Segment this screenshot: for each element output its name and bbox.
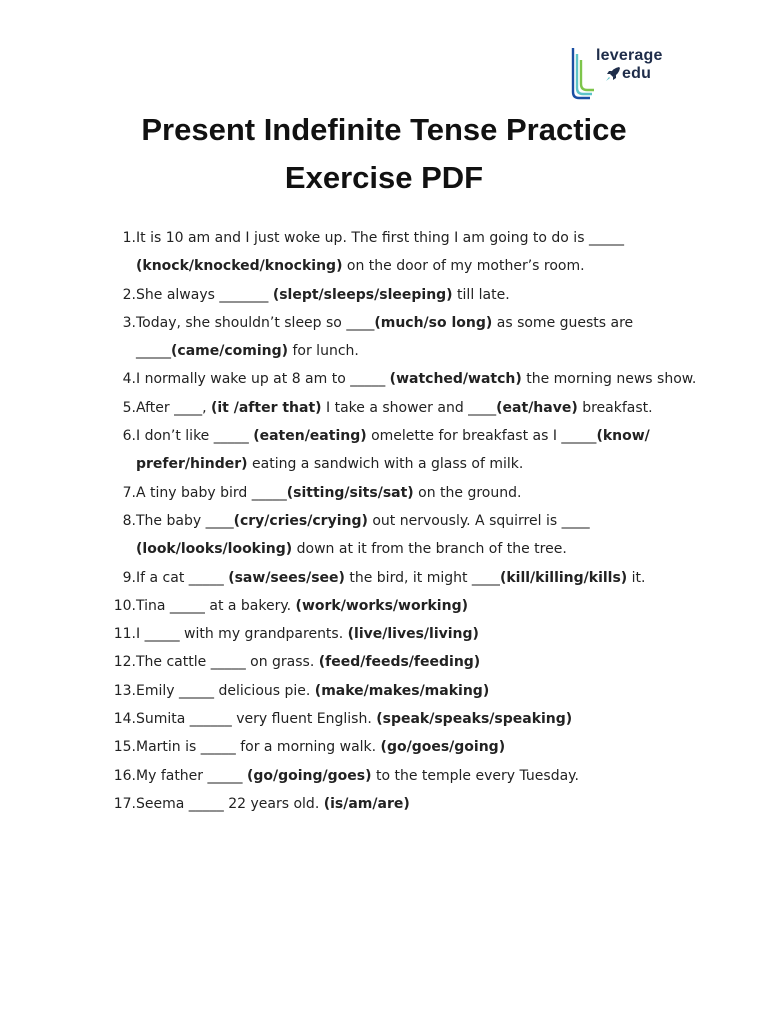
exercise-item	[102, 564, 722, 592]
exercise-number: 4.	[122, 371, 136, 388]
exercise-list	[102, 224, 722, 818]
exercise-text	[136, 648, 722, 676]
exercise-text	[136, 705, 722, 733]
exercise-text-segment: Today, she shouldn’t sleep so ____	[136, 314, 375, 331]
exercise-text	[136, 479, 722, 507]
answer-options: (go/goes/going)	[380, 739, 506, 756]
exercise-item	[102, 620, 722, 648]
exercise-text	[136, 564, 722, 592]
page-title-line2: Exercise PDF	[284, 160, 484, 195]
exercise-number: 15.	[113, 739, 136, 756]
answer-options: (watched/watch)	[389, 371, 522, 388]
answer-options: (eat/have)	[496, 399, 578, 416]
exercise-text	[136, 365, 722, 393]
answer-options: (is/am/are)	[323, 795, 410, 812]
exercise-number: 12.	[113, 654, 136, 671]
logo-mark-icon	[568, 44, 598, 104]
exercise-text-segment: breakfast.	[577, 399, 653, 416]
exercise-number: 8.	[122, 512, 136, 529]
answer-options: (cry/cries/crying)	[233, 512, 368, 529]
exercise-number: 13.	[113, 682, 136, 699]
exercise-text-segment: I don’t like _____	[136, 428, 254, 445]
exercise-item	[102, 592, 722, 620]
exercise-text-segment: eating a sandwich with a glass of milk.	[247, 456, 524, 473]
exercise-item	[102, 762, 722, 790]
page-title-line1: Present Indefinite Tense Practice	[141, 112, 627, 147]
exercise-text-segment: It is 10 am and I just woke up. The first thing I am going to do is _____	[136, 230, 624, 246]
exercise-text-segment: on the door of my mother’s room.	[342, 258, 585, 275]
answer-options: (kill/killing/kills)	[499, 569, 628, 586]
exercise-item	[102, 281, 722, 309]
exercise-text-segment: it.	[627, 569, 646, 586]
exercise-text-segment: to the temple every Tuesday.	[371, 767, 579, 784]
exercise-text-segment: Emily _____ delicious pie.	[136, 682, 315, 699]
exercise-item	[102, 422, 722, 479]
exercise-item	[102, 705, 722, 733]
exercise-text-segment: After ____,	[136, 399, 211, 416]
answer-options: (saw/sees/see)	[228, 569, 345, 586]
exercise-item	[102, 479, 722, 507]
exercise-item	[102, 677, 722, 705]
exercise-item	[102, 394, 722, 422]
answer-options: (speak/speaks/speaking)	[376, 711, 573, 728]
exercise-text-segment: I _____ with my grandparents.	[136, 626, 348, 643]
exercise-number: 6.	[122, 428, 136, 445]
leverage-edu-logo	[568, 44, 680, 104]
exercise-text	[136, 309, 722, 366]
exercise-text	[136, 733, 722, 761]
exercise-item	[102, 648, 722, 676]
exercise-text-segment: down at it from the branch of the tree.	[292, 541, 567, 558]
page-title	[0, 106, 768, 202]
exercise-number: 3.	[122, 314, 136, 331]
answer-options: (know/ prefer/hinder)	[136, 428, 650, 473]
exercise-item	[102, 790, 722, 818]
answer-options: (sitting/sits/sat)	[286, 484, 414, 501]
answer-options: (work/works/working)	[295, 597, 468, 614]
exercise-text-segment: till late.	[452, 286, 510, 303]
answer-options: (much/so long)	[374, 314, 493, 331]
exercise-item	[102, 733, 722, 761]
exercise-number: 17.	[113, 795, 136, 812]
exercise-number: 1.	[122, 230, 136, 246]
exercise-text-segment: I take a shower and ____	[321, 399, 497, 416]
exercise-text	[136, 790, 722, 818]
exercise-text-segment: I normally wake up at 8 am to _____	[136, 371, 390, 388]
answer-options: (it /after that)	[210, 399, 322, 416]
exercise-text-segment: A tiny baby bird _____	[136, 484, 287, 501]
logo-text-edu: edu	[622, 65, 652, 82]
exercise-text	[136, 394, 722, 422]
exercise-text-segment: If a cat _____	[136, 569, 229, 586]
answer-options: (slept/sleeps/sleeping)	[272, 286, 453, 303]
answer-options: (make/makes/making)	[314, 682, 490, 699]
answer-options: (knock/knocked/knocking)	[136, 258, 343, 275]
exercise-item	[102, 309, 722, 366]
exercise-text	[136, 507, 722, 564]
answer-options: (look/looks/looking)	[136, 541, 293, 558]
exercise-text-segment: Martin is _____ for a morning walk.	[136, 739, 381, 756]
exercise-text-segment: Seema _____ 22 years old.	[136, 795, 324, 812]
exercise-text-segment: for lunch.	[288, 343, 359, 360]
exercise-text-segment: on the ground.	[413, 484, 522, 501]
exercise-text-segment: The baby ____	[136, 512, 234, 529]
exercise-text	[136, 620, 722, 648]
exercise-text	[136, 762, 722, 790]
answer-options: (came/coming)	[171, 343, 289, 360]
answer-options: (live/lives/living)	[347, 626, 479, 643]
exercise-text-segment: Tina _____ at a bakery.	[136, 597, 296, 614]
exercise-number: 14.	[113, 711, 136, 728]
exercise-text-segment: omelette for breakfast as I _____	[366, 428, 597, 445]
exercise-text	[136, 224, 722, 281]
exercise-item	[102, 365, 722, 393]
exercise-text	[136, 592, 722, 620]
exercise-item	[102, 507, 722, 564]
exercise-number: 2.	[122, 286, 136, 303]
answer-options: (go/going/goes)	[246, 767, 372, 784]
exercise-number: 5.	[122, 399, 136, 416]
rocket-icon	[604, 65, 622, 83]
exercise-text-segment: out nervously. A squirrel is ____	[367, 512, 590, 529]
exercise-text-segment: She always _______	[136, 286, 273, 303]
exercise-item	[102, 224, 722, 281]
exercise-number: 7.	[122, 484, 136, 501]
answer-options: (feed/feeds/feeding)	[318, 654, 481, 671]
logo-text-leverage: leverage	[596, 47, 663, 64]
exercise-number: 9.	[122, 569, 136, 586]
exercise-text	[136, 677, 722, 705]
exercise-number: 11.	[113, 626, 136, 643]
exercise-number: 10.	[113, 597, 136, 614]
answer-options: (eaten/eating)	[253, 428, 367, 445]
exercise-text-segment: as some guests are _____	[136, 314, 634, 360]
exercise-text-segment: the bird, it might ____	[344, 569, 500, 586]
exercise-text-segment: The cattle _____ on grass.	[136, 654, 319, 671]
exercise-text-segment: My father _____	[136, 767, 247, 784]
exercise-text-segment: Sumita ______ very fluent English.	[136, 711, 377, 728]
exercise-text-segment: the morning news show.	[521, 371, 697, 388]
exercise-text	[136, 422, 722, 479]
exercise-number: 16.	[113, 767, 136, 784]
exercise-text	[136, 281, 722, 309]
